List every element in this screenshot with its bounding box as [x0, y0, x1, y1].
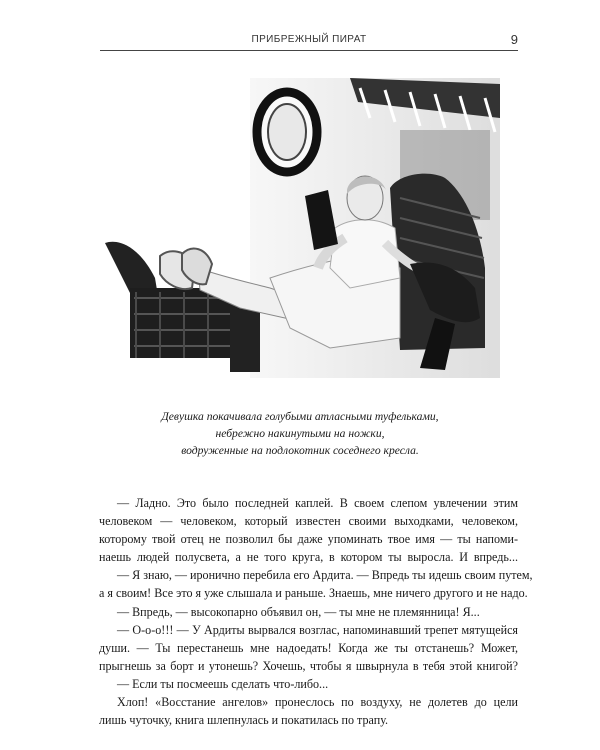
paragraph-line: а я своим! Все это я уже слышала и раньше. Знаешь, мне ничего другого и не надо.: [99, 586, 528, 601]
paragraph-line: — Я знаю, — иронично перебила его Ардита. — Впредь ты идешь своим путем,: [117, 568, 533, 583]
caption-line: небрежно накинутыми на ножки,: [215, 427, 385, 440]
running-header: [100, 30, 518, 51]
caption-line: водруженные на подлокотник соседнего кресла.: [181, 444, 419, 457]
paragraph-line: Хлоп! «Восстание ангелов» пронеслось по воздуху, не долетев до цели: [117, 695, 518, 710]
caption-line: Девушка покачивала голубыми атласными туфельками,: [161, 410, 439, 423]
book-illustration: [100, 78, 500, 388]
paragraph-line: которому твой отец не позволил бы даже упоминать твое имя — ты напоми-: [99, 532, 518, 547]
porthole: [257, 92, 317, 172]
paragraph-line: человеком — человеком, который известен своими выходками, человеком,: [99, 514, 518, 529]
paragraph-line: наешь людей полусвета, а не того круга, в котором ты выросла. И впредь...: [99, 550, 518, 565]
paragraph-line: прыгнешь за борт и утонешь? Хочешь, чтобы я швырнула в тебя этой книгой?: [99, 658, 518, 673]
paragraph-line: — Впредь, — высокопарно объявил он, — ты мне не племянница! Я...: [117, 604, 480, 619]
paragraph-line: — О-о-о!!! — У Ардиты вырвался возглас, напоминавший трепет мятущейся: [117, 622, 518, 637]
running-title: ПРИБРЕЖНЫЙ ПИРАТ: [251, 34, 367, 45]
body-text: [99, 494, 533, 729]
paragraph-line: — Ладно. Это было последней каплей. В своем слепом увлечении этим: [117, 496, 518, 510]
illustration-caption: [60, 408, 540, 459]
paragraph-line: души. — Ты перестанешь мне надоедать! Когда же ты отстанешь? Может,: [99, 640, 518, 655]
page-number: 9: [510, 32, 518, 47]
paragraph-line: лишь чуточку, книга шлепнулась и покатилась по трапу.: [99, 713, 389, 728]
paragraph-line: — Если ты посмеешь сделать что-либо...: [117, 676, 329, 691]
